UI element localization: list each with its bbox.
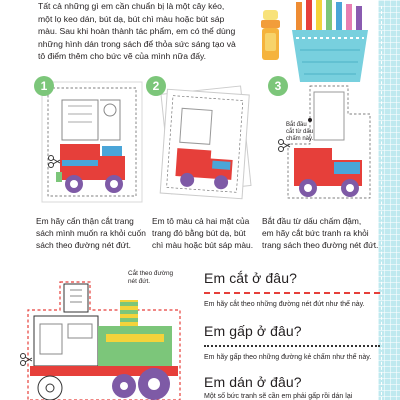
step-number-1: 1	[34, 76, 54, 96]
note-line: cắt từ dấu	[286, 129, 314, 135]
intro-paragraph	[38, 0, 278, 63]
text-line: sách mình muốn ra khỏi cuốn	[36, 228, 146, 238]
intro-line: những hình dán trong sách để thỏa sức sáng tạo và	[38, 38, 236, 49]
section-desc-cut: Em hãy cắt theo những đường nét đứt như thế này.	[204, 301, 365, 308]
pencil-cup-icon	[292, 0, 368, 82]
train-icon	[30, 284, 178, 400]
section-desc-fold: Em hãy gấp theo những đường kẻ chấm như thế này.	[204, 354, 372, 361]
note-line: Cắt theo đường	[128, 270, 174, 277]
intro-line: tô điểm thêm cho bức vẽ của mình nữa đấy.	[38, 51, 207, 62]
section-desc-glue: Một số bức tranh sẽ cần em phải gấp rồi dán lại	[204, 393, 353, 400]
section-title-cut: Em cắt ở đâu?	[204, 270, 297, 286]
intro-line: Tất cả những gì em cần chuẩn bị là một cây kéo,	[38, 1, 225, 11]
note-line: Bắt đầu	[286, 122, 307, 128]
fold-line-example	[204, 345, 380, 347]
section-title-fold: Em gấp ở đâu?	[204, 323, 302, 339]
step-3-text	[262, 215, 380, 251]
glue-stick-icon	[261, 10, 280, 60]
text-line: Bắt đầu từ dấu chấm đậm,	[262, 216, 362, 226]
supplies-illustration	[258, 0, 378, 86]
intro-line: màu. Sau khi hoàn thành tác phẩm, em có thể dùng	[38, 26, 236, 37]
section-title-glue: Em dán ở đâu?	[204, 374, 302, 390]
text-line: trang đó bằng bút dạ, bút	[152, 228, 246, 238]
text-line: sách theo đường nét đứt.	[36, 240, 131, 250]
text-line: em hãy cắt bức tranh ra khỏi	[262, 228, 369, 238]
note-line: nét đứt.	[128, 278, 151, 285]
step-1-text	[36, 215, 154, 251]
text-line: chì màu hoặc bút sáp màu.	[152, 240, 254, 250]
step-number-3: 3	[268, 76, 288, 96]
step-number-2: 2	[146, 76, 166, 96]
start-dot-note	[286, 122, 326, 143]
text-line: Em hãy cẩn thận cắt trang	[36, 216, 134, 226]
scissors-icon	[21, 354, 33, 366]
step-2-illustration	[150, 80, 260, 205]
cut-line-example	[204, 292, 380, 294]
text-line: Em tô màu cả hai mặt của	[152, 216, 250, 226]
text-line: trang sách theo đường nét đứt.	[262, 240, 379, 250]
note-line: chấm này.	[286, 136, 314, 142]
step-1-illustration	[40, 80, 145, 205]
train-cut-note	[128, 270, 188, 286]
step-2-text	[152, 215, 268, 251]
page-border	[378, 0, 400, 400]
intro-line: một lọ keo dán, bút dạ, bút chì màu hoặc bút sáp	[38, 13, 225, 24]
